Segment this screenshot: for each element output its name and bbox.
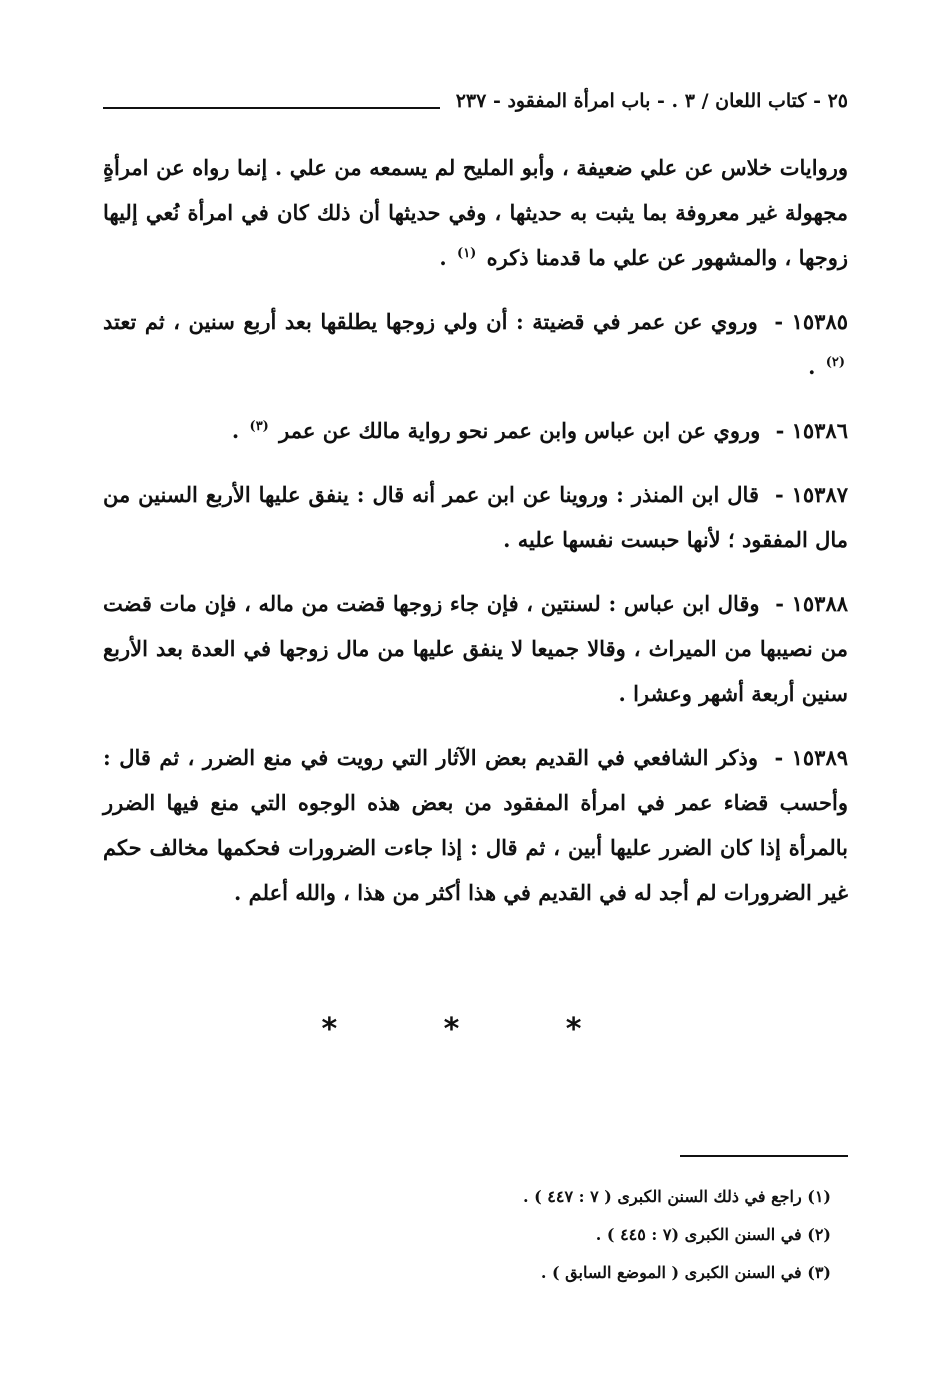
paragraph-15389 (103, 735, 848, 915)
footnote-2: (٢) في السنن الكبرى (٧ : ٤٤٥ ) . (595, 1225, 831, 1244)
paragraph-number: ١٥٣٨٧ - (774, 482, 849, 507)
section-separator: * * * (321, 1012, 630, 1047)
paragraph-15387 (103, 472, 848, 562)
paragraph-text: وروي عن عمر في قضيتة : أن ولي زوجها يطلقها بعد أربع سنين ، ثم تعتد (103, 309, 758, 334)
main-text (103, 145, 848, 934)
paragraph-tail: . (808, 354, 816, 379)
paragraph-15385 (103, 299, 848, 389)
paragraph-number: ١٥٣٨٥ - (774, 309, 849, 334)
footnote-3: (٣) في السنن الكبرى ( الموضع السابق ) . (540, 1263, 831, 1282)
paragraph-15386 (103, 408, 848, 453)
footnote-1: (١) راجع في ذلك السنن الكبرى ( ٧ : ٤٤٧ ) . (523, 1187, 831, 1206)
footnote-ref: (٣) (249, 419, 269, 434)
paragraph-15388 (103, 581, 848, 716)
header-rule (103, 107, 440, 109)
footnotes (103, 1178, 831, 1292)
paragraph-tail: . (439, 245, 447, 270)
paragraph-text: وقال ابن عباس : لسنتين ، فإن جاء زوجها قضت من ماله ، فإن مات قضت من نصيبها من الميراث ، وقالا جميعا لا ينفق عليها من مال زوجها في العدة بعد الأربع سنين أربعة أشهر وعشرا . (103, 591, 848, 706)
paragraph-tail: . (231, 418, 240, 443)
header-title: ٢٥ - كتاب اللعان / ٣ . - باب امرأة المفقود - ٢٣٧ (455, 90, 848, 112)
footnote-rule (680, 1155, 848, 1157)
paragraph-text: قال ابن المنذر : وروينا عن ابن عمر أنه قال : ينفق عليها الأربع السنين من مال المفقود ؛ لأنها حبست نفسها عليه . (103, 482, 848, 552)
paragraph-number: ١٥٣٨٩ - (774, 745, 849, 770)
paragraph-text: وذكر الشافعي في القديم بعض الآثار التي رويت في منع الضرر ، ثم قال : وأحسب قضاء عمر في امرأة المفقود من بعض هذه الوجوه التي منع فيها الضرر بالمرأة إذا كان الضرر عليها أبين ، ثم قال : إذا جاءت الضرورات فحكمها مخالف حكم غير الضرورات لم أجد له في القديم في هذا أكثر من هذا ، والله أعلم . (103, 745, 848, 905)
paragraph-number: ١٥٣٨٨ - (775, 591, 849, 616)
paragraph-intro (103, 145, 848, 280)
paragraph-text: وروي عن ابن عباس وابن عمر نحو رواية مالك عن عمر (279, 418, 761, 443)
footnote-ref: (٢) (825, 355, 845, 370)
paragraph-number: ١٥٣٨٦ - (775, 418, 848, 443)
footnote-ref: (١) (457, 246, 477, 261)
paragraph-text: وروايات خلاس عن علي ضعيفة ، وأبو المليح لم يسمعه من علي . إنما رواه عن امرأةٍ مجهولة غير معروفة بما يثبت به حديثها ، وفي حديثها أن ذلك كان في امرأة نُعي إليها زوجها ، والمشهور عن علي ما قدمنا ذكره (103, 155, 848, 270)
running-header (103, 84, 848, 118)
